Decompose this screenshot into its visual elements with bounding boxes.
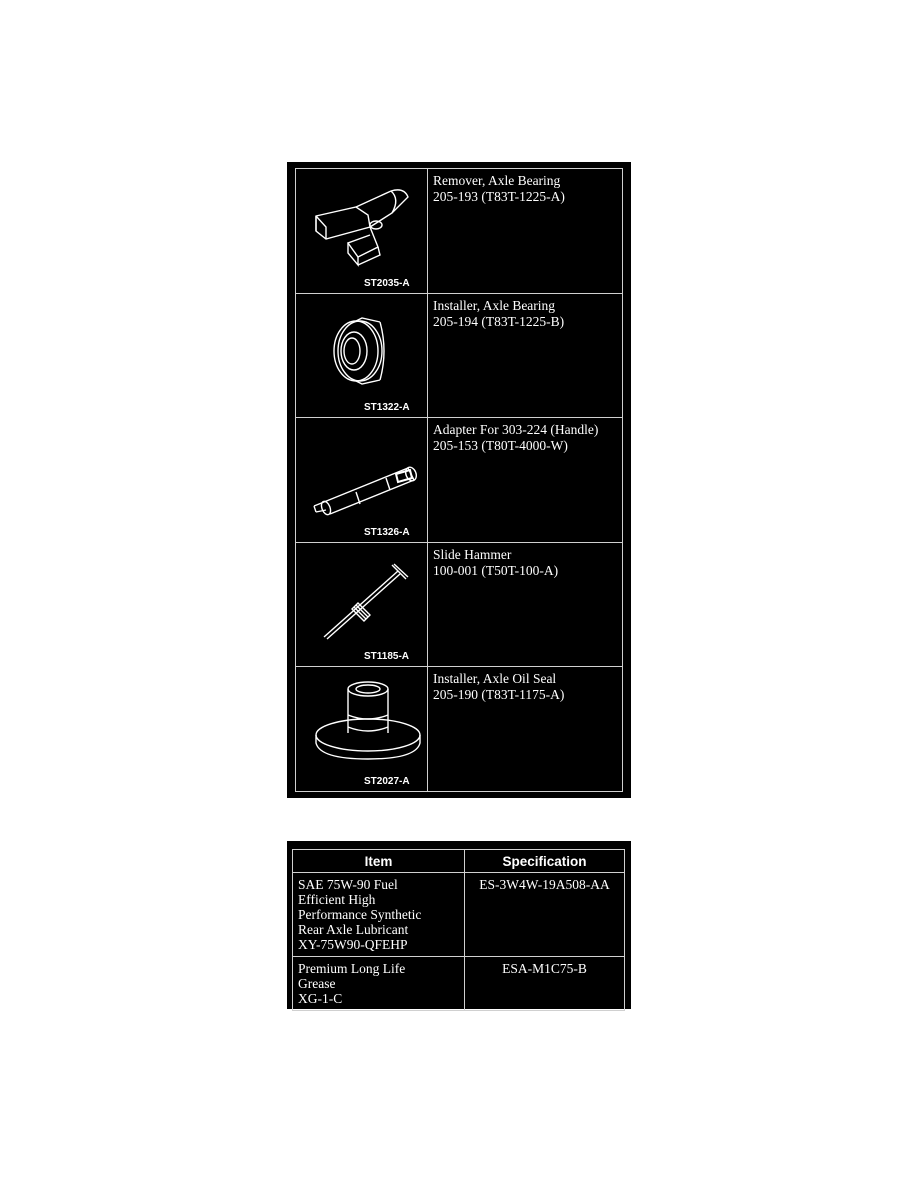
spec-item-cell: [293, 873, 465, 957]
tool-number: 205-190 (T83T-1175-A): [433, 687, 565, 703]
spec-item-line: XG-1-C: [298, 991, 343, 1006]
tool-description: [428, 418, 623, 543]
tool-image-cell: [296, 293, 428, 418]
tool-name: Installer, Axle Bearing: [433, 297, 556, 313]
table-row: [293, 957, 625, 1011]
tool-image-cell: [296, 418, 428, 543]
handle-adapter-icon: [296, 418, 427, 542]
tool-description: [428, 293, 623, 418]
item-column-header: Item: [293, 850, 465, 873]
tool-row: [296, 293, 623, 418]
spec-item-line: Grease: [298, 976, 336, 991]
special-tools-table: [295, 168, 623, 792]
spec-value-cell: ESA-M1C75-B: [465, 957, 625, 1011]
axle-bearing-remover-icon: [296, 169, 427, 293]
slide-hammer-icon: [296, 543, 427, 667]
tool-name: Adapter For 303-224 (Handle): [433, 422, 599, 438]
tool-row: [296, 542, 623, 667]
tool-image-label: ST1185-A: [364, 651, 410, 663]
specification-panel: [287, 841, 631, 1009]
specification-column-header: Specification: [465, 850, 625, 873]
tool-number: 100-001 (T50T-100-A): [433, 562, 559, 578]
spec-item-line: SAE 75W-90 Fuel: [298, 877, 398, 892]
tool-description: [428, 542, 623, 667]
tool-row: [296, 169, 623, 294]
tool-row: [296, 418, 623, 543]
tool-image-label: ST2035-A: [364, 277, 410, 289]
tool-description: [428, 667, 623, 792]
special-tools-panel: [287, 162, 631, 798]
axle-bearing-installer-icon: [296, 294, 427, 418]
tool-row: [296, 667, 623, 792]
spec-item-line: Performance Synthetic: [298, 907, 422, 922]
tool-image-cell: [296, 542, 428, 667]
spec-item-line: XY-75W90-QFEHP: [298, 937, 408, 952]
tool-image-label: ST1326-A: [364, 526, 410, 538]
spec-item-cell: [293, 957, 465, 1011]
specification-table: [292, 849, 625, 1011]
spec-item-line: Premium Long Life: [298, 961, 406, 976]
spec-value-cell: ES-3W4W-19A508-AA: [465, 873, 625, 957]
spec-item-line: Efficient High: [298, 892, 376, 907]
axle-oil-seal-installer-icon: [296, 667, 427, 791]
tool-image-cell: [296, 667, 428, 792]
tool-number: 205-194 (T83T-1225-B): [433, 313, 565, 329]
tool-number: 205-153 (T80T-4000-W): [433, 438, 568, 454]
tool-image-label: ST2027-A: [364, 776, 410, 787]
spec-item-line: Rear Axle Lubricant: [298, 922, 409, 937]
tool-name: Installer, Axle Oil Seal: [433, 671, 557, 687]
tool-name: Slide Hammer: [433, 546, 512, 562]
tool-name: Remover, Axle Bearing: [433, 173, 561, 188]
tool-image-label: ST1322-A: [364, 402, 410, 414]
spec-header-row: [293, 850, 625, 873]
tool-number: 205-193 (T83T-1225-A): [433, 189, 565, 204]
table-row: [293, 873, 625, 957]
tool-image-cell: [296, 169, 428, 294]
tool-description: [428, 169, 623, 294]
